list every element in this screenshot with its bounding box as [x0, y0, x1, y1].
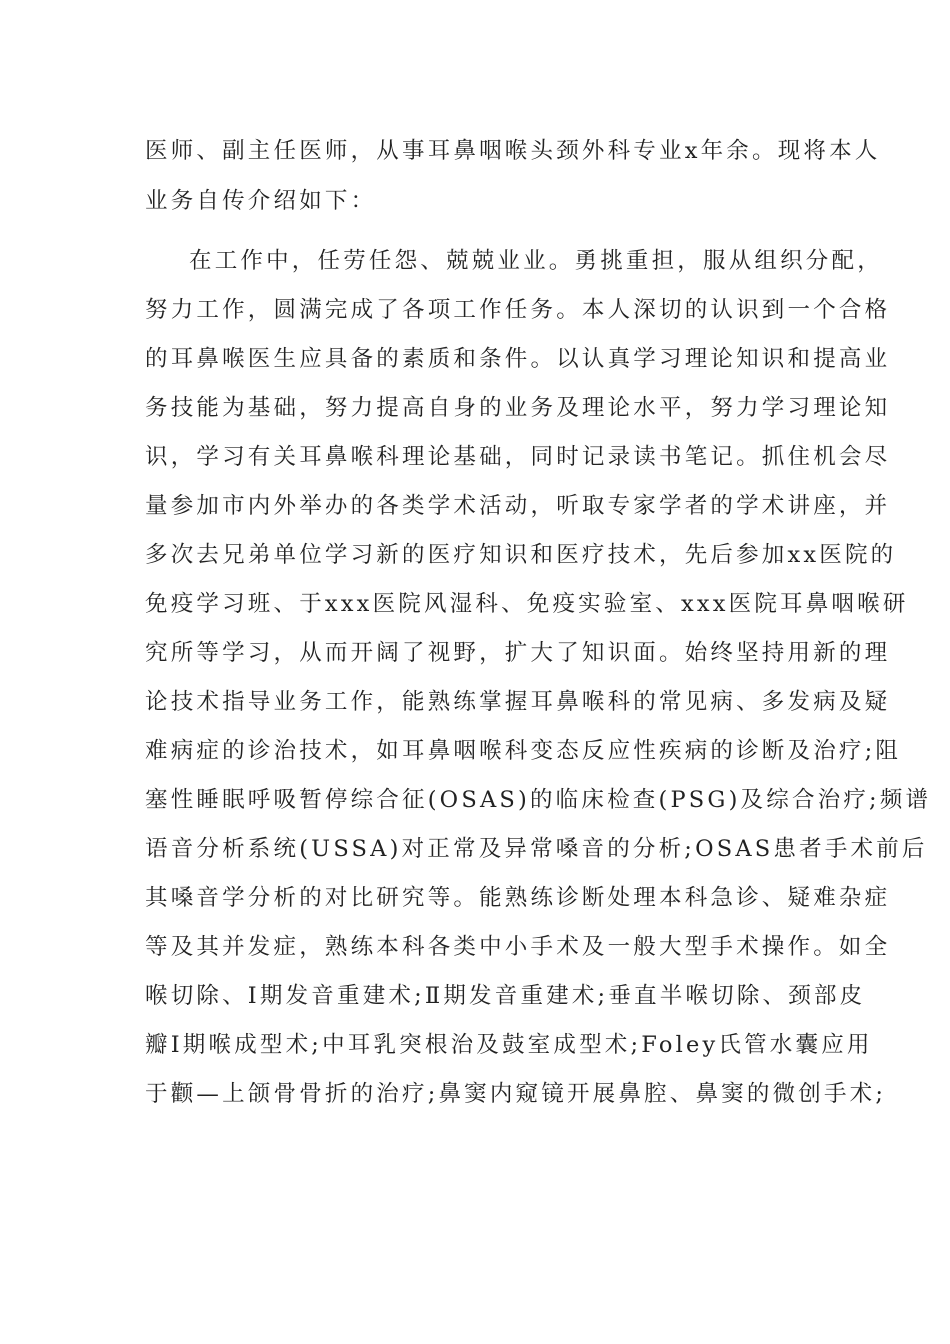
- body-text-line: 量参加市内外举办的各类学术活动，听取专家学者的学术讲座，并: [145, 493, 891, 519]
- body-text-line: 语音分析系统(USSA)对正常及异常嗓音的分析;OSAS患者手术前后: [145, 836, 928, 862]
- body-text-line: 务技能为基础，努力提高自身的业务及理论水平，努力学习理论知: [145, 395, 891, 421]
- body-text-line: 多次去兄弟单位学习新的医疗知识和医疗技术，先后参加xx医院的: [145, 542, 897, 568]
- body-text-line: 其嗓音学分析的对比研究等。能熟练诊断处理本科急诊、疑难杂症: [145, 885, 891, 911]
- body-text-line: 瓣Ⅰ期喉成型术;中耳乳突根治及鼓室成型术;Foley氏管水囊应用: [145, 1032, 873, 1058]
- body-text-line: 业务自传介绍如下：: [145, 188, 377, 214]
- body-text-line: 免疫学习班、于xxx医院风湿科、免疫实验室、xxx医院耳鼻咽喉研: [145, 591, 909, 617]
- paragraph-first-line: 在工作中，任劳任怨、兢兢业业。勇挑重担，服从组织分配，: [189, 248, 883, 274]
- body-text-line: 等及其并发症，熟练本科各类中小手术及一般大型手术操作。如全: [145, 934, 891, 960]
- body-text-line: 难病症的诊治技术，如耳鼻咽喉科变态反应性疾病的诊断及治疗;阻: [145, 738, 902, 764]
- body-text-line: 识，学习有关耳鼻喉科理论基础，同时记录读书笔记。抓住机会尽: [145, 444, 891, 470]
- body-text-line: 论技术指导业务工作，能熟练掌握耳鼻喉科的常见病、多发病及疑: [145, 689, 891, 715]
- body-text-line: 塞性睡眠呼吸暂停综合征(OSAS)的临床检查(PSG)及综合治疗;频谱: [145, 787, 932, 813]
- body-text-line: 的耳鼻喉医生应具备的素质和条件。以认真学习理论知识和提高业: [145, 346, 891, 372]
- body-text-line: 喉切除、Ⅰ期发音重建术;Ⅱ期发音重建术;垂直半喉切除、颈部皮: [145, 983, 866, 1009]
- body-text-line: 究所等学习，从而开阔了视野，扩大了知识面。始终坚持用新的理: [145, 640, 891, 666]
- body-text-line: 于颧—上颌骨骨折的治疗;鼻窦内窥镜开展鼻腔、鼻窦的微创手术;: [145, 1081, 887, 1107]
- body-text-line: 努力工作，圆满完成了各项工作任务。本人深切的认识到一个合格: [145, 297, 891, 323]
- body-text-line: 医师、副主任医师，从事耳鼻咽喉头颈外科专业x年余。现将本人: [145, 138, 881, 164]
